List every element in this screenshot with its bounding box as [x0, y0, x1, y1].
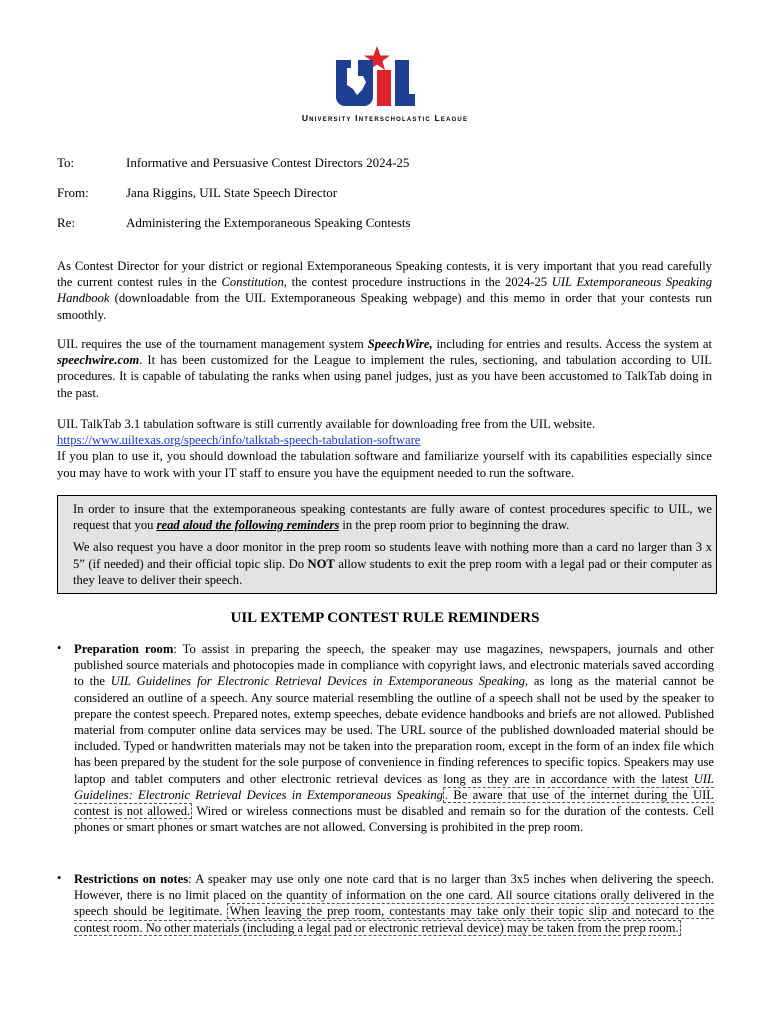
to-label: To:	[57, 155, 75, 170]
from-label: From:	[57, 185, 89, 200]
list-item-preparation-room: • Preparation room: To assist in preparing the speech, the speaker may use magazines, newspapers, journals and other published source materials and photocopies made in compliance with copyright laws, and electronic materials saved according to the UIL Guidelines for Electronic Retrieval Devices in Extemporaneous Speaking, as long as the material cannot be considered an outline of a speech. Any source material resembling the outline of a speech shall not be used by the speaker to prepare the contest speech. Prepared notes, extemp speeches, debate evidence handbooks and briefs are not allowed. Published material from computer online data services may be used. The URL source of the published downloaded material should be included. Typed or handwritten materials may not be taken into the preparation room, except in the form of an index file which has been prepared by the student for the sole purpose of convenience in finding references to specific topics. Speakers may use laptop and tablet computers and other electronic retrieval devices as long as they are in accordance with the latest UIL Guidelines: Electronic Retrieval Devices in Extemporaneous Speaking . Be aware that use of the internet during the UIL contest is not allowed. Wired or wireless connections must be disabled and remain so for the duration of the contests. Cell phones or smart phones or smart watches are not allowed. Conversing is prohibited in the prep room.	[57, 641, 715, 835]
talktab-paragraph: UIL TalkTab 3.1 tabulation software is still currently available for downloading free from the UIL website. https://www.uiltexas.org/speech/info/talktab-speech-tabulation-software If you plan to use it, you should download the tabulation software and familiarize yourself with its capabilities especially since you may have to work with your IT staff to ensure you have the equipment needed to run the software.	[57, 417, 712, 480]
re-label: Re:	[57, 215, 76, 230]
re-value: Administering the Extemporaneous Speaking Contests	[126, 215, 411, 230]
prep-room-notice-box: In order to insure that the extemporaneous speaking contestants are fully aware of contest procedures specific to UIL, we request that you read aloud the following reminders in the prep room prior to beginning the draw. We also request you have a door monitor in the prep room so students leave with nothing more than a card no larger than 3 x 5” (if needed) and their official topic slip. Do NOT allow students to exit the prep room with a legal pad or their computer as they leave to deliver their speech.	[57, 495, 717, 594]
from-value: Jana Riggins, UIL State Speech Director	[126, 185, 338, 200]
memo-to-line	[57, 155, 409, 171]
bullet-icon: •	[57, 641, 62, 655]
memo-re-line	[57, 215, 411, 231]
section-title: UIL EXTEMP CONTEST RULE REMINDERS	[230, 610, 540, 626]
speechwire-paragraph: UIL requires the use of the tournament management system SpeechWire, including for entries and results. Access the system at speechwire.com. It has been customized for the League to implement the rules, sectioning, and tabulation according to UIL procedures. It is capable of tabulating the ranks when using panel judges, just as you have been accustomed to TalkTab doing in the past.	[57, 337, 712, 400]
intro-paragraph: As Contest Director for your district or regional Extemporaneous Speaking contests, it is very important that you read carefully the current contest rules in the Constitution, the contest procedure instructions in the 2024-25 UIL Extemporaneous Speaking Handbook (downloadable from the UIL Extemporaneous Speaking webpage) and this memo in order that your contests run smoothly.	[57, 259, 712, 322]
bullet-icon: •	[57, 871, 62, 885]
organization-name: University Interscholastic League	[301, 113, 469, 123]
uil-logo	[333, 46, 415, 108]
talktab-link[interactable]: https://www.uiltexas.org/speech/info/talktab-speech-tabulation-software	[57, 433, 421, 448]
memo-from-line	[57, 185, 337, 201]
to-value: Informative and Persuasive Contest Directors 2024-25	[126, 155, 410, 170]
list-item-restrictions-on-notes: • Restrictions on notes: A speaker may use only one note card that is no larger than 3x5 inches when delivering the speech. However, there is no limit placed on the quantity of information on the one card. All source citations orally delivered in the speech should be legitimate. When leaving the prep room, contestants may take only their topic slip and notecard to the contest room. No other materials (including a legal pad or electronic retrieval device) may be taken from the prep room.	[57, 871, 714, 935]
